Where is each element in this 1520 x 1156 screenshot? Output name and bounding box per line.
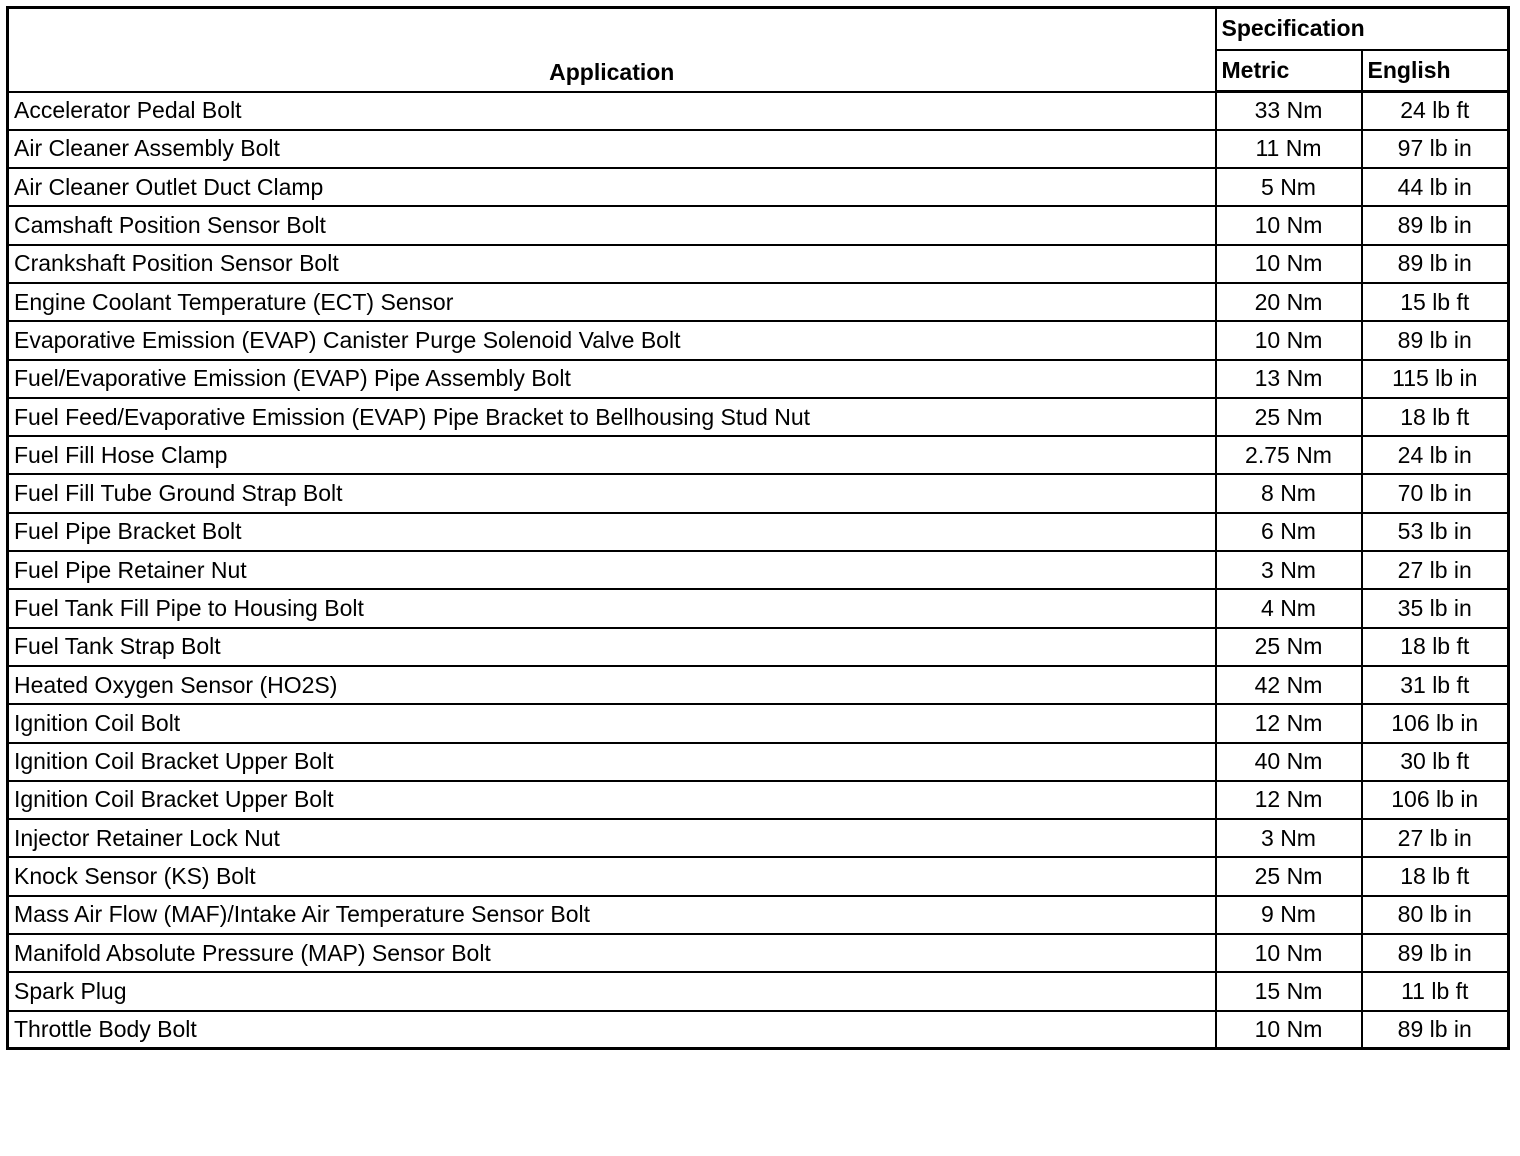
metric-cell: 25 Nm bbox=[1216, 857, 1362, 895]
english-cell: 89 lb in bbox=[1362, 206, 1509, 244]
metric-cell: 10 Nm bbox=[1216, 206, 1362, 244]
table-row bbox=[8, 551, 1509, 589]
english-cell: 24 lb in bbox=[1362, 436, 1509, 474]
english-cell: 80 lb in bbox=[1362, 896, 1509, 934]
metric-cell: 12 Nm bbox=[1216, 781, 1362, 819]
table-row bbox=[8, 474, 1509, 512]
application-cell: Fuel Tank Strap Bolt bbox=[8, 628, 1216, 666]
table-row bbox=[8, 283, 1509, 321]
table-row bbox=[8, 704, 1509, 742]
table-row bbox=[8, 168, 1509, 206]
metric-header: Metric bbox=[1216, 50, 1362, 92]
english-cell: 106 lb in bbox=[1362, 704, 1509, 742]
application-cell: Crankshaft Position Sensor Bolt bbox=[8, 245, 1216, 283]
application-cell: Mass Air Flow (MAF)/Intake Air Temperature Sensor Bolt bbox=[8, 896, 1216, 934]
english-cell: 106 lb in bbox=[1362, 781, 1509, 819]
application-cell: Spark Plug bbox=[8, 972, 1216, 1010]
english-header: English bbox=[1362, 50, 1509, 92]
table-row bbox=[8, 245, 1509, 283]
english-cell: 35 lb in bbox=[1362, 589, 1509, 627]
application-cell: Fuel Fill Hose Clamp bbox=[8, 436, 1216, 474]
application-cell: Throttle Body Bolt bbox=[8, 1011, 1216, 1049]
application-cell: Evaporative Emission (EVAP) Canister Purge Solenoid Valve Bolt bbox=[8, 321, 1216, 359]
table-row bbox=[8, 130, 1509, 168]
english-cell: 27 lb in bbox=[1362, 551, 1509, 589]
english-cell: 27 lb in bbox=[1362, 819, 1509, 857]
english-cell: 18 lb ft bbox=[1362, 857, 1509, 895]
table-row bbox=[8, 360, 1509, 398]
metric-cell: 9 Nm bbox=[1216, 896, 1362, 934]
table-row bbox=[8, 666, 1509, 704]
table-row bbox=[8, 206, 1509, 244]
metric-cell: 10 Nm bbox=[1216, 934, 1362, 972]
metric-cell: 3 Nm bbox=[1216, 551, 1362, 589]
application-cell: Camshaft Position Sensor Bolt bbox=[8, 206, 1216, 244]
application-cell: Manifold Absolute Pressure (MAP) Sensor Bolt bbox=[8, 934, 1216, 972]
english-cell: 89 lb in bbox=[1362, 934, 1509, 972]
application-cell: Air Cleaner Assembly Bolt bbox=[8, 130, 1216, 168]
metric-cell: 12 Nm bbox=[1216, 704, 1362, 742]
metric-cell: 8 Nm bbox=[1216, 474, 1362, 512]
metric-cell: 3 Nm bbox=[1216, 819, 1362, 857]
english-cell: 18 lb ft bbox=[1362, 398, 1509, 436]
table-row bbox=[8, 92, 1509, 130]
table-row bbox=[8, 513, 1509, 551]
application-cell: Fuel Pipe Bracket Bolt bbox=[8, 513, 1216, 551]
metric-cell: 20 Nm bbox=[1216, 283, 1362, 321]
english-cell: 89 lb in bbox=[1362, 321, 1509, 359]
english-cell: 115 lb in bbox=[1362, 360, 1509, 398]
table-row bbox=[8, 743, 1509, 781]
english-cell: 11 lb ft bbox=[1362, 972, 1509, 1010]
english-cell: 89 lb in bbox=[1362, 245, 1509, 283]
english-cell: 89 lb in bbox=[1362, 1011, 1509, 1049]
application-cell: Engine Coolant Temperature (ECT) Sensor bbox=[8, 283, 1216, 321]
application-cell: Fuel Fill Tube Ground Strap Bolt bbox=[8, 474, 1216, 512]
metric-cell: 10 Nm bbox=[1216, 321, 1362, 359]
table-row bbox=[8, 436, 1509, 474]
table-row bbox=[8, 589, 1509, 627]
table-row bbox=[8, 321, 1509, 359]
english-cell: 70 lb in bbox=[1362, 474, 1509, 512]
table-row bbox=[8, 819, 1509, 857]
application-cell: Fuel Tank Fill Pipe to Housing Bolt bbox=[8, 589, 1216, 627]
english-cell: 53 lb in bbox=[1362, 513, 1509, 551]
fastener-spec-table bbox=[6, 6, 1510, 1050]
metric-cell: 25 Nm bbox=[1216, 628, 1362, 666]
metric-cell: 15 Nm bbox=[1216, 972, 1362, 1010]
specification-header: Specification bbox=[1216, 8, 1509, 50]
application-header: Application bbox=[8, 8, 1216, 92]
application-cell: Fuel/Evaporative Emission (EVAP) Pipe Assembly Bolt bbox=[8, 360, 1216, 398]
application-cell: Ignition Coil Bolt bbox=[8, 704, 1216, 742]
table-row bbox=[8, 972, 1509, 1010]
application-cell: Heated Oxygen Sensor (HO2S) bbox=[8, 666, 1216, 704]
english-cell: 31 lb ft bbox=[1362, 666, 1509, 704]
application-cell: Ignition Coil Bracket Upper Bolt bbox=[8, 781, 1216, 819]
metric-cell: 10 Nm bbox=[1216, 245, 1362, 283]
application-cell: Fuel Feed/Evaporative Emission (EVAP) Pipe Bracket to Bellhousing Stud Nut bbox=[8, 398, 1216, 436]
table-row bbox=[8, 857, 1509, 895]
metric-cell: 42 Nm bbox=[1216, 666, 1362, 704]
table-row bbox=[8, 398, 1509, 436]
metric-cell: 5 Nm bbox=[1216, 168, 1362, 206]
metric-cell: 13 Nm bbox=[1216, 360, 1362, 398]
table-row bbox=[8, 781, 1509, 819]
metric-cell: 25 Nm bbox=[1216, 398, 1362, 436]
english-cell: 30 lb ft bbox=[1362, 743, 1509, 781]
table-body bbox=[8, 92, 1509, 1049]
table-row bbox=[8, 896, 1509, 934]
application-cell: Knock Sensor (KS) Bolt bbox=[8, 857, 1216, 895]
english-cell: 15 lb ft bbox=[1362, 283, 1509, 321]
metric-cell: 10 Nm bbox=[1216, 1011, 1362, 1049]
application-cell: Ignition Coil Bracket Upper Bolt bbox=[8, 743, 1216, 781]
application-cell: Injector Retainer Lock Nut bbox=[8, 819, 1216, 857]
english-cell: 18 lb ft bbox=[1362, 628, 1509, 666]
metric-cell: 11 Nm bbox=[1216, 130, 1362, 168]
application-cell: Air Cleaner Outlet Duct Clamp bbox=[8, 168, 1216, 206]
metric-cell: 2.75 Nm bbox=[1216, 436, 1362, 474]
table-header bbox=[8, 8, 1509, 92]
table-row bbox=[8, 628, 1509, 666]
english-cell: 24 lb ft bbox=[1362, 92, 1509, 130]
metric-cell: 33 Nm bbox=[1216, 92, 1362, 130]
metric-cell: 6 Nm bbox=[1216, 513, 1362, 551]
english-cell: 44 lb in bbox=[1362, 168, 1509, 206]
metric-cell: 4 Nm bbox=[1216, 589, 1362, 627]
application-cell: Fuel Pipe Retainer Nut bbox=[8, 551, 1216, 589]
metric-cell: 40 Nm bbox=[1216, 743, 1362, 781]
table-row bbox=[8, 1011, 1509, 1049]
table-row bbox=[8, 934, 1509, 972]
english-cell: 97 lb in bbox=[1362, 130, 1509, 168]
application-cell: Accelerator Pedal Bolt bbox=[8, 92, 1216, 130]
